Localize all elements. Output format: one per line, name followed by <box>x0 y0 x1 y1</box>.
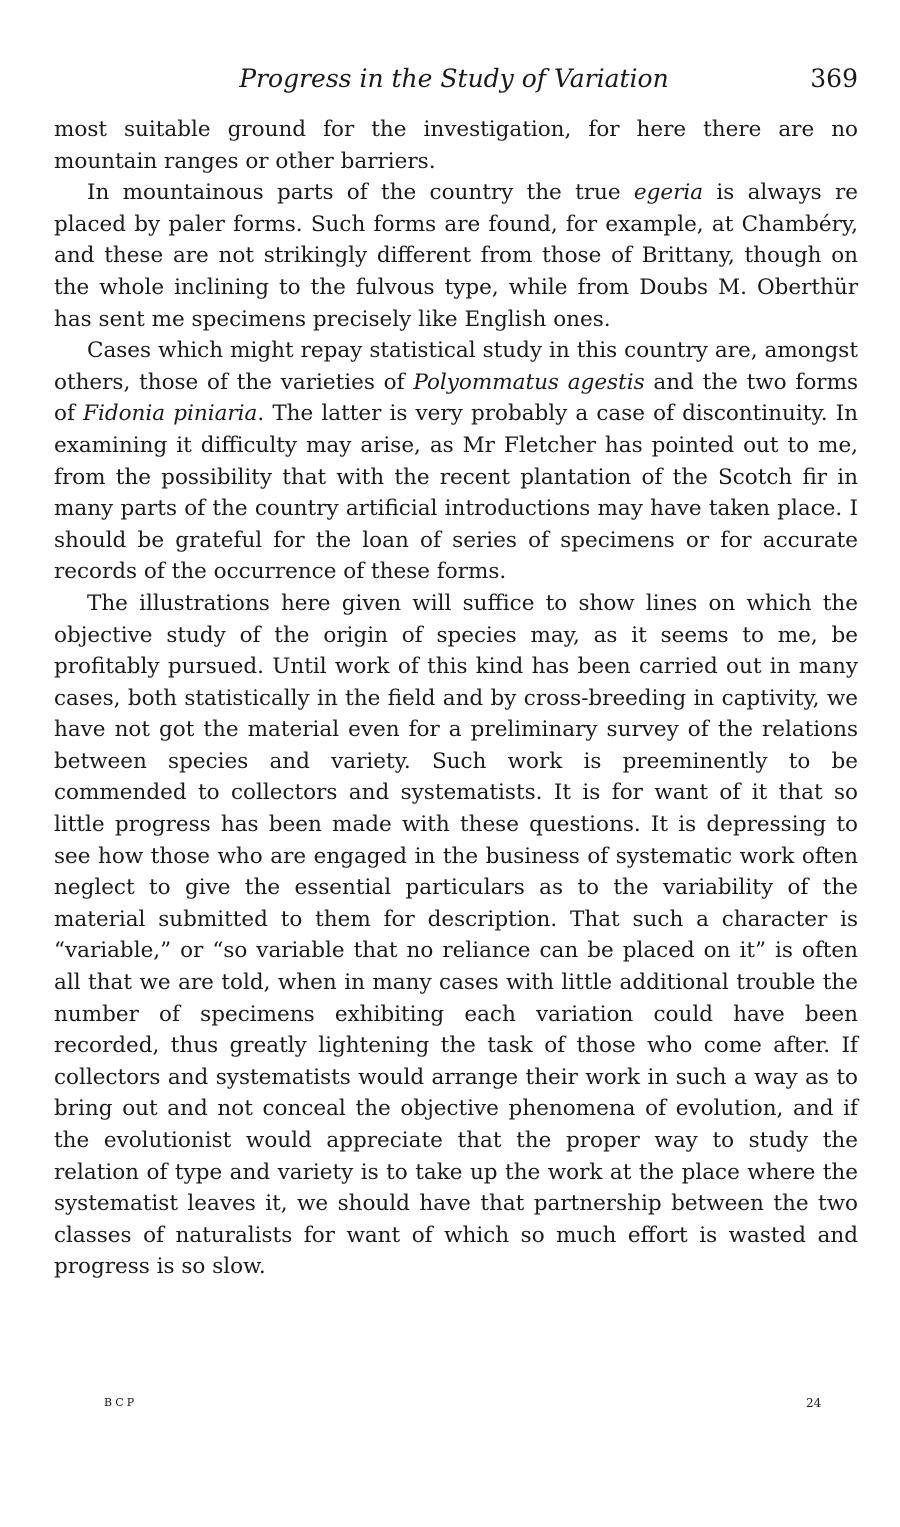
paragraph <box>54 335 858 588</box>
text-run: . The latter is very probably a case of discontinuity. In examining it difficulty may arise, as Mr Fletcher has pointed out to me, from the possibility that with the recent plantation of the Scotch fir in many parts of the country artificial introductions may have taken place. I should be grateful for the loan of series of specimens or for accurate records of the occurrence of these forms. <box>54 401 858 585</box>
text-run: The illustrations here given will suffice to show lines on which the objective study of the origin of species may, as it seems to me, be profitably pursued. Until work of this kind has been carried out in many cases, both statistically in the field and by cross-breeding in captivity, we have not got the material even for a preliminary survey of the relations between species and variety. Such work is preeminently to be commended to collectors and systematists. It is for want of it that so little progress has been made with these questions. It is depressing to see how those who are engaged in the business of systematic work often neglect to give the essential particulars as to the variability of the material submitted to them for description. That such a character is “variable,” or “so variable that no reliance can be placed on it” is often all that we are told, when in many cases with little additional trouble the number of specimens exhibiting each variation could have been recorded, thus greatly lightening the task of those who come after. If collectors and systematists would arrange their work in such a way as to bring out and not conceal the objective phenomena of evolution, and if the evolutionist would appreciate that the proper way to study the relation of type and variety is to take up the work at the place where the systematist leaves it, we should have that partnership between the two classes of naturalists for want of which so much effort is wasted and progress is so slow. <box>54 590 858 1280</box>
text-run: is always re placed by paler forms. Such forms are found, for example, at Chambéry, and these are not strikingly different from those of Brittany, though on the whole inclining to the fulvous type, while from Doubs M. Oberthür has sent me specimens precisely like English ones. <box>54 180 858 332</box>
running-header <box>54 62 858 96</box>
gathering-number: 24 <box>806 1396 822 1410</box>
running-title: Progress in the Study of Variation <box>239 64 669 93</box>
body-text <box>54 114 858 1283</box>
italic-species-name: egeria <box>633 180 704 206</box>
paragraph <box>54 588 858 1283</box>
text-run: and the two forms of <box>54 369 859 427</box>
italic-species-name: Fidonia piniaria <box>83 401 258 427</box>
italic-species-name: Polyommatus agestis <box>413 369 645 395</box>
paragraph <box>54 177 858 335</box>
text-run: In mountainous parts of the country the true <box>87 180 634 206</box>
printer-signature: BCP <box>104 1396 138 1409</box>
paragraph <box>54 114 858 177</box>
text-run: most suitable ground for the investigation, for here there are no mountain ranges or other barriers. <box>54 117 858 174</box>
page-number: 369 <box>810 64 858 93</box>
text-run: Cases which might repay statistical study in this country are, amongst others, those of the varieties of <box>54 338 858 395</box>
